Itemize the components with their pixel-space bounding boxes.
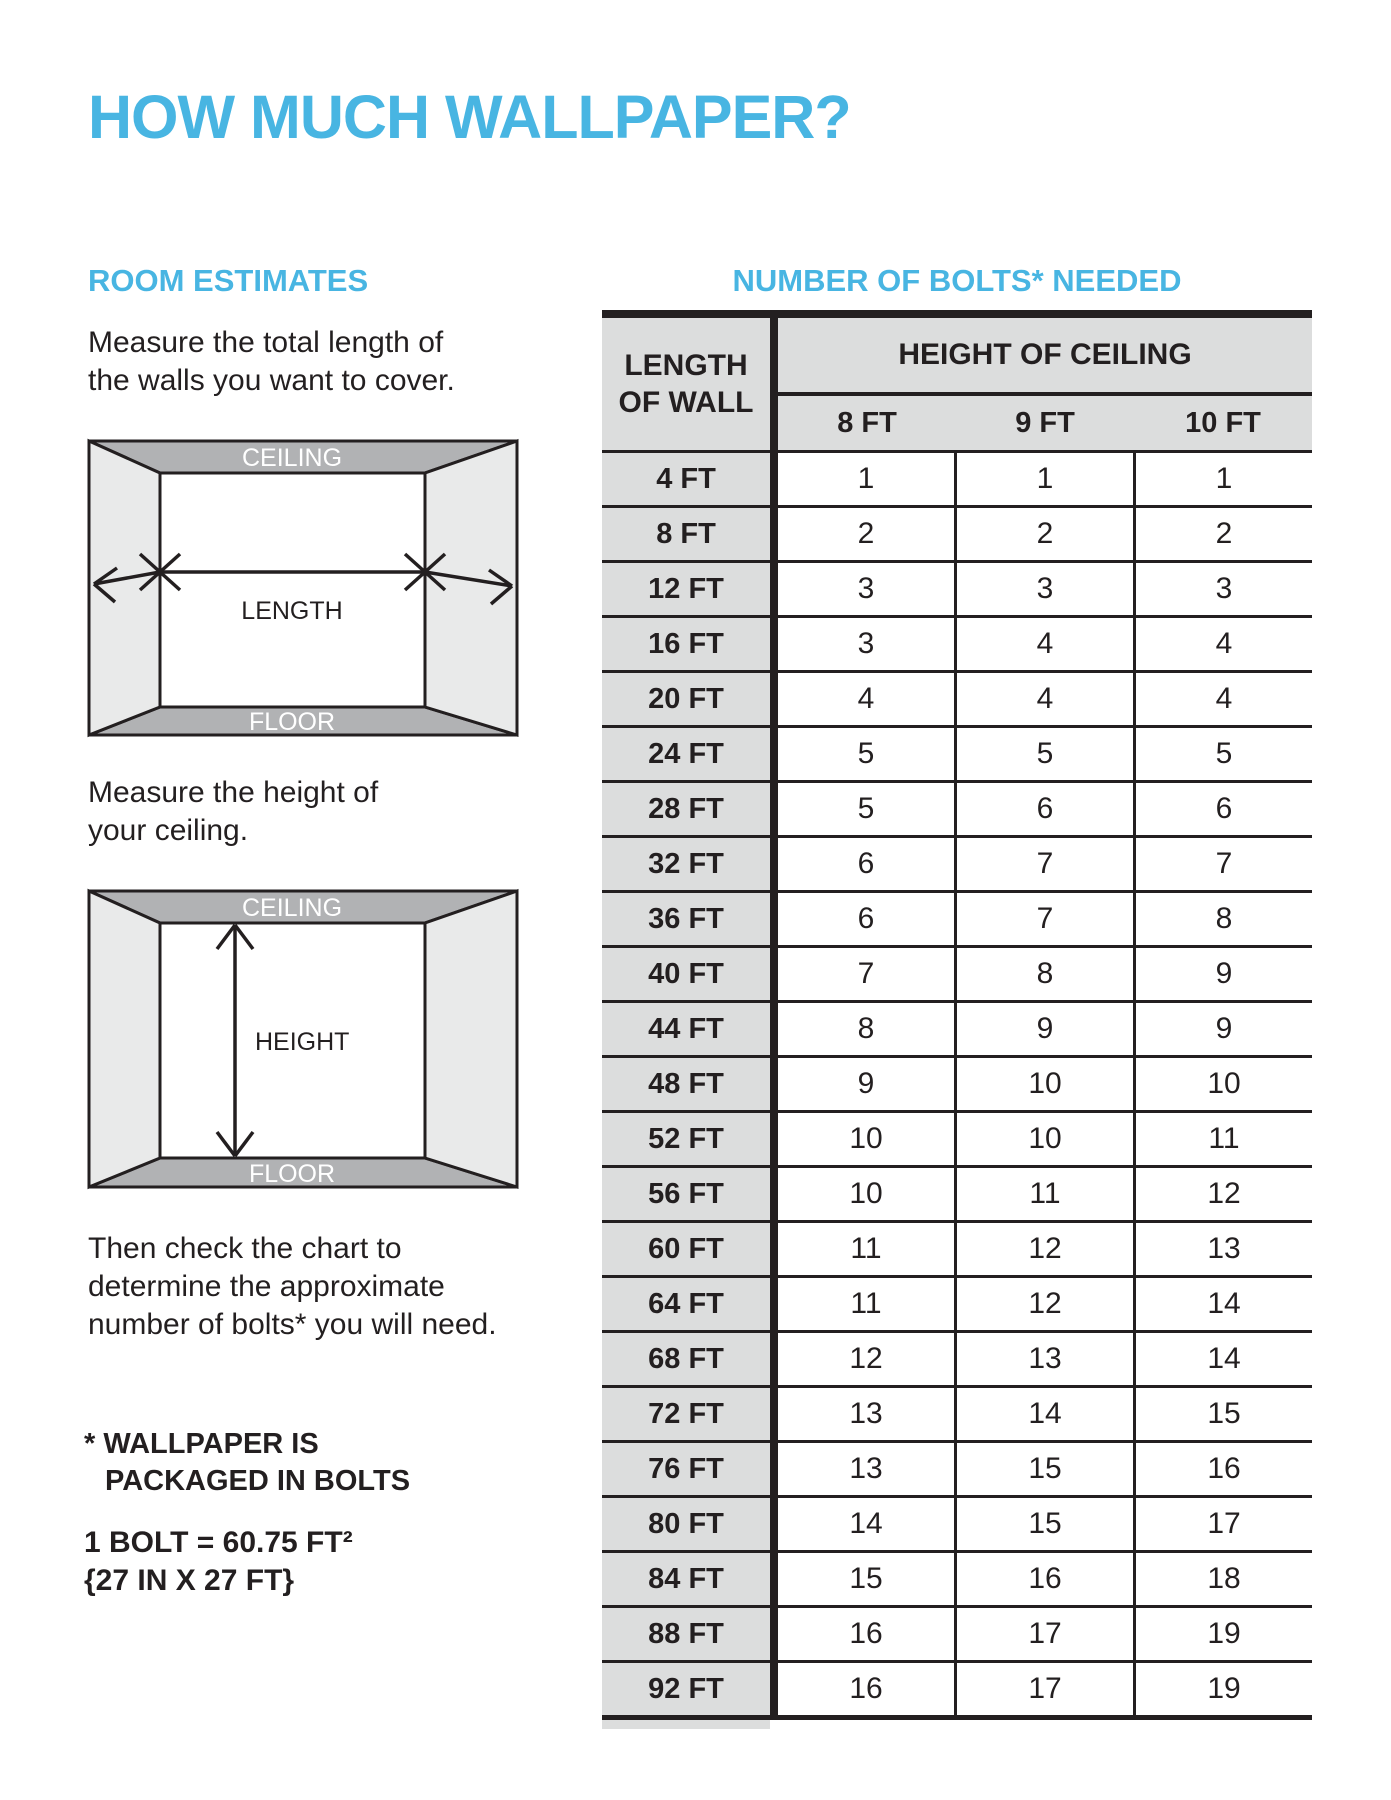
bolt-equation: 1 BOLT = 60.75 FT²: [84, 1526, 353, 1559]
bolt-count-cell: 15: [954, 1443, 1133, 1495]
bolt-count-cell: 14: [1133, 1278, 1312, 1330]
row-length-label: 32 FT: [602, 838, 778, 890]
room-estimates-heading: ROOM ESTIMATES: [88, 263, 369, 298]
bolt-count-cell: 11: [778, 1223, 954, 1275]
table-row: [602, 780, 1312, 835]
instruction-check-chart: [88, 1230, 497, 1344]
bolt-count-cell: 17: [1133, 1498, 1312, 1550]
bolt-count-cell: 19: [1133, 1663, 1312, 1715]
instruction-line: number of bolts* you will need.: [88, 1308, 497, 1341]
row-length-label: 40 FT: [602, 948, 778, 1000]
bolt-count-cell: 3: [954, 563, 1133, 615]
room-height-diagram: [86, 888, 520, 1190]
row-length-label: 72 FT: [602, 1388, 778, 1440]
table-row: [602, 560, 1312, 615]
instruction-line: determine the approximate: [88, 1270, 445, 1303]
floor-label: FLOOR: [248, 1160, 336, 1188]
bolt-count-cell: 1: [1133, 453, 1312, 505]
bolt-count-cell: 9: [1133, 1003, 1312, 1055]
ceiling-label: CEILING: [241, 444, 343, 472]
bolt-count-cell: 10: [778, 1168, 954, 1220]
bolt-count-cell: 9: [1133, 948, 1312, 1000]
bolt-count-cell: 15: [954, 1498, 1133, 1550]
row-length-label: 84 FT: [602, 1553, 778, 1605]
table-header: [602, 318, 1312, 450]
row-length-label: 48 FT: [602, 1058, 778, 1110]
bolt-count-cell: 13: [954, 1333, 1133, 1385]
bolt-count-cell: 2: [954, 508, 1133, 560]
row-length-label: 60 FT: [602, 1223, 778, 1275]
bolt-count-cell: 6: [778, 893, 954, 945]
left-wall-face: [89, 891, 160, 1187]
instruction-measure-length: [88, 324, 455, 400]
bolt-count-cell: 11: [1133, 1113, 1312, 1165]
bolt-count-cell: 15: [1133, 1388, 1312, 1440]
bolt-count-cell: 9: [954, 1003, 1133, 1055]
bolt-count-cell: 10: [1133, 1058, 1312, 1110]
instruction-line: the walls you want to cover.: [88, 364, 455, 397]
table-row: [602, 1110, 1312, 1165]
table-row: [602, 1220, 1312, 1275]
table-row: [602, 1000, 1312, 1055]
table-row: [602, 1275, 1312, 1330]
instruction-line: Measure the height of: [88, 776, 379, 809]
table-row: [602, 1550, 1312, 1605]
column-header-9ft: 9 FT: [1015, 406, 1075, 439]
bolt-count-cell: 16: [778, 1608, 954, 1660]
bolt-count-cell: 7: [954, 838, 1133, 890]
bolt-count-cell: 14: [954, 1388, 1133, 1440]
length-label: LENGTH: [241, 597, 343, 625]
bolt-count-cell: 4: [954, 673, 1133, 725]
row-length-label: 80 FT: [602, 1498, 778, 1550]
header-line: OF WALL: [618, 386, 754, 419]
row-length-label: 92 FT: [602, 1663, 778, 1715]
bolt-count-cell: 18: [1133, 1553, 1312, 1605]
bolts-needed-heading: NUMBER OF BOLTS* NEEDED: [732, 263, 1182, 298]
bolt-count-cell: 8: [954, 948, 1133, 1000]
header-line: LENGTH: [624, 349, 748, 382]
bolt-count-cell: 7: [1133, 838, 1312, 890]
bolt-count-cell: 9: [778, 1058, 954, 1110]
bolt-count-cell: 15: [778, 1553, 954, 1605]
bolt-count-cell: 17: [954, 1663, 1133, 1715]
height-label: HEIGHT: [255, 1028, 350, 1056]
column-header-8ft: 8 FT: [837, 406, 897, 439]
bolt-dimensions: {27 IN X 27 FT}: [84, 1564, 295, 1597]
row-length-label: 12 FT: [602, 563, 778, 615]
bolt-count-cell: 19: [1133, 1608, 1312, 1660]
bolt-count-cell: 3: [1133, 563, 1312, 615]
bolt-count-cell: 12: [954, 1223, 1133, 1275]
page-title: HOW MUCH WALLPAPER?: [88, 83, 851, 151]
bolt-count-cell: 4: [778, 673, 954, 725]
bolt-count-cell: 3: [778, 563, 954, 615]
row-length-label: 28 FT: [602, 783, 778, 835]
table-row: [602, 1055, 1312, 1110]
table-row: [602, 1385, 1312, 1440]
column-header-10ft: 10 FT: [1185, 406, 1261, 439]
table-row: [602, 1660, 1312, 1715]
footnote-line: * WALLPAPER IS: [84, 1428, 319, 1460]
table-row: [602, 450, 1312, 505]
bolt-count-cell: 1: [954, 453, 1133, 505]
row-length-label: 56 FT: [602, 1168, 778, 1220]
table-row: [602, 1165, 1312, 1220]
bolt-count-cell: 6: [778, 838, 954, 890]
back-wall-face: [160, 473, 425, 707]
table-row: [602, 1330, 1312, 1385]
row-length-label: 68 FT: [602, 1333, 778, 1385]
bolt-count-cell: 14: [778, 1498, 954, 1550]
bolt-count-cell: 8: [1133, 893, 1312, 945]
bolt-count-cell: 5: [778, 728, 954, 780]
row-length-label: 20 FT: [602, 673, 778, 725]
ceiling-label: CEILING: [241, 894, 343, 922]
bolt-count-cell: 13: [778, 1388, 954, 1440]
row-length-label: 52 FT: [602, 1113, 778, 1165]
footnote-line: PACKAGED IN BOLTS: [105, 1465, 411, 1497]
row-length-label: 88 FT: [602, 1608, 778, 1660]
bolt-count-cell: 13: [778, 1443, 954, 1495]
floor-label: FLOOR: [248, 708, 336, 736]
room-length-diagram: [86, 438, 520, 738]
row-length-label: 4 FT: [602, 453, 778, 505]
bolt-count-cell: 5: [954, 728, 1133, 780]
table-row: [602, 835, 1312, 890]
table-row: [602, 505, 1312, 560]
table-row: [602, 890, 1312, 945]
wallpaper-bolts-footnote: [84, 1426, 410, 1500]
bolt-count-cell: 7: [954, 893, 1133, 945]
bolt-size-info: [84, 1524, 353, 1600]
bolt-count-cell: 11: [954, 1168, 1133, 1220]
bolt-count-cell: 3: [778, 618, 954, 670]
bolt-count-cell: 16: [954, 1553, 1133, 1605]
column-headers: [778, 396, 1312, 450]
row-length-label: 36 FT: [602, 893, 778, 945]
right-wall-face: [425, 441, 517, 735]
bolts-table: [602, 310, 1312, 1729]
row-length-label: 44 FT: [602, 1003, 778, 1055]
instruction-line: Then check the chart to: [88, 1232, 402, 1265]
table-row: [602, 725, 1312, 780]
bolt-count-cell: 1: [778, 453, 954, 505]
table-row: [602, 1495, 1312, 1550]
row-length-label: 24 FT: [602, 728, 778, 780]
bolt-count-cell: 4: [1133, 673, 1312, 725]
bolt-count-cell: 12: [1133, 1168, 1312, 1220]
bolt-count-cell: 10: [954, 1058, 1133, 1110]
instruction-line: Measure the total length of: [88, 326, 444, 359]
bolt-count-cell: 13: [1133, 1223, 1312, 1275]
bolt-count-cell: 10: [778, 1113, 954, 1165]
height-of-ceiling-header: HEIGHT OF CEILING: [778, 318, 1312, 396]
instruction-line: your ceiling.: [88, 814, 249, 847]
bolt-count-cell: 2: [1133, 508, 1312, 560]
bolt-count-cell: 5: [1133, 728, 1312, 780]
right-wall-face: [425, 891, 517, 1187]
row-length-label: 76 FT: [602, 1443, 778, 1495]
row-length-label: 8 FT: [602, 508, 778, 560]
table-bottom-stub: [602, 1720, 770, 1729]
bolt-count-cell: 14: [1133, 1333, 1312, 1385]
row-length-label: 16 FT: [602, 618, 778, 670]
length-of-wall-header: [602, 318, 778, 450]
bolt-count-cell: 2: [778, 508, 954, 560]
bolt-count-cell: 11: [778, 1278, 954, 1330]
table-row: [602, 670, 1312, 725]
bolt-count-cell: 6: [954, 783, 1133, 835]
bolt-count-cell: 4: [1133, 618, 1312, 670]
bolt-count-cell: 7: [778, 948, 954, 1000]
table-row: [602, 1440, 1312, 1495]
bolt-count-cell: 17: [954, 1608, 1133, 1660]
bolt-count-cell: 12: [778, 1333, 954, 1385]
table-body: [602, 450, 1312, 1720]
table-row: [602, 1605, 1312, 1660]
bolt-count-cell: 8: [778, 1003, 954, 1055]
bolt-count-cell: 12: [954, 1278, 1133, 1330]
bolt-count-cell: 16: [1133, 1443, 1312, 1495]
bolt-count-cell: 5: [778, 783, 954, 835]
row-length-label: 64 FT: [602, 1278, 778, 1330]
instruction-measure-height: [88, 774, 378, 850]
bolt-count-cell: 10: [954, 1113, 1133, 1165]
bolt-count-cell: 16: [778, 1663, 954, 1715]
table-row: [602, 945, 1312, 1000]
bolt-count-cell: 6: [1133, 783, 1312, 835]
bolt-count-cell: 4: [954, 618, 1133, 670]
table-row: [602, 615, 1312, 670]
